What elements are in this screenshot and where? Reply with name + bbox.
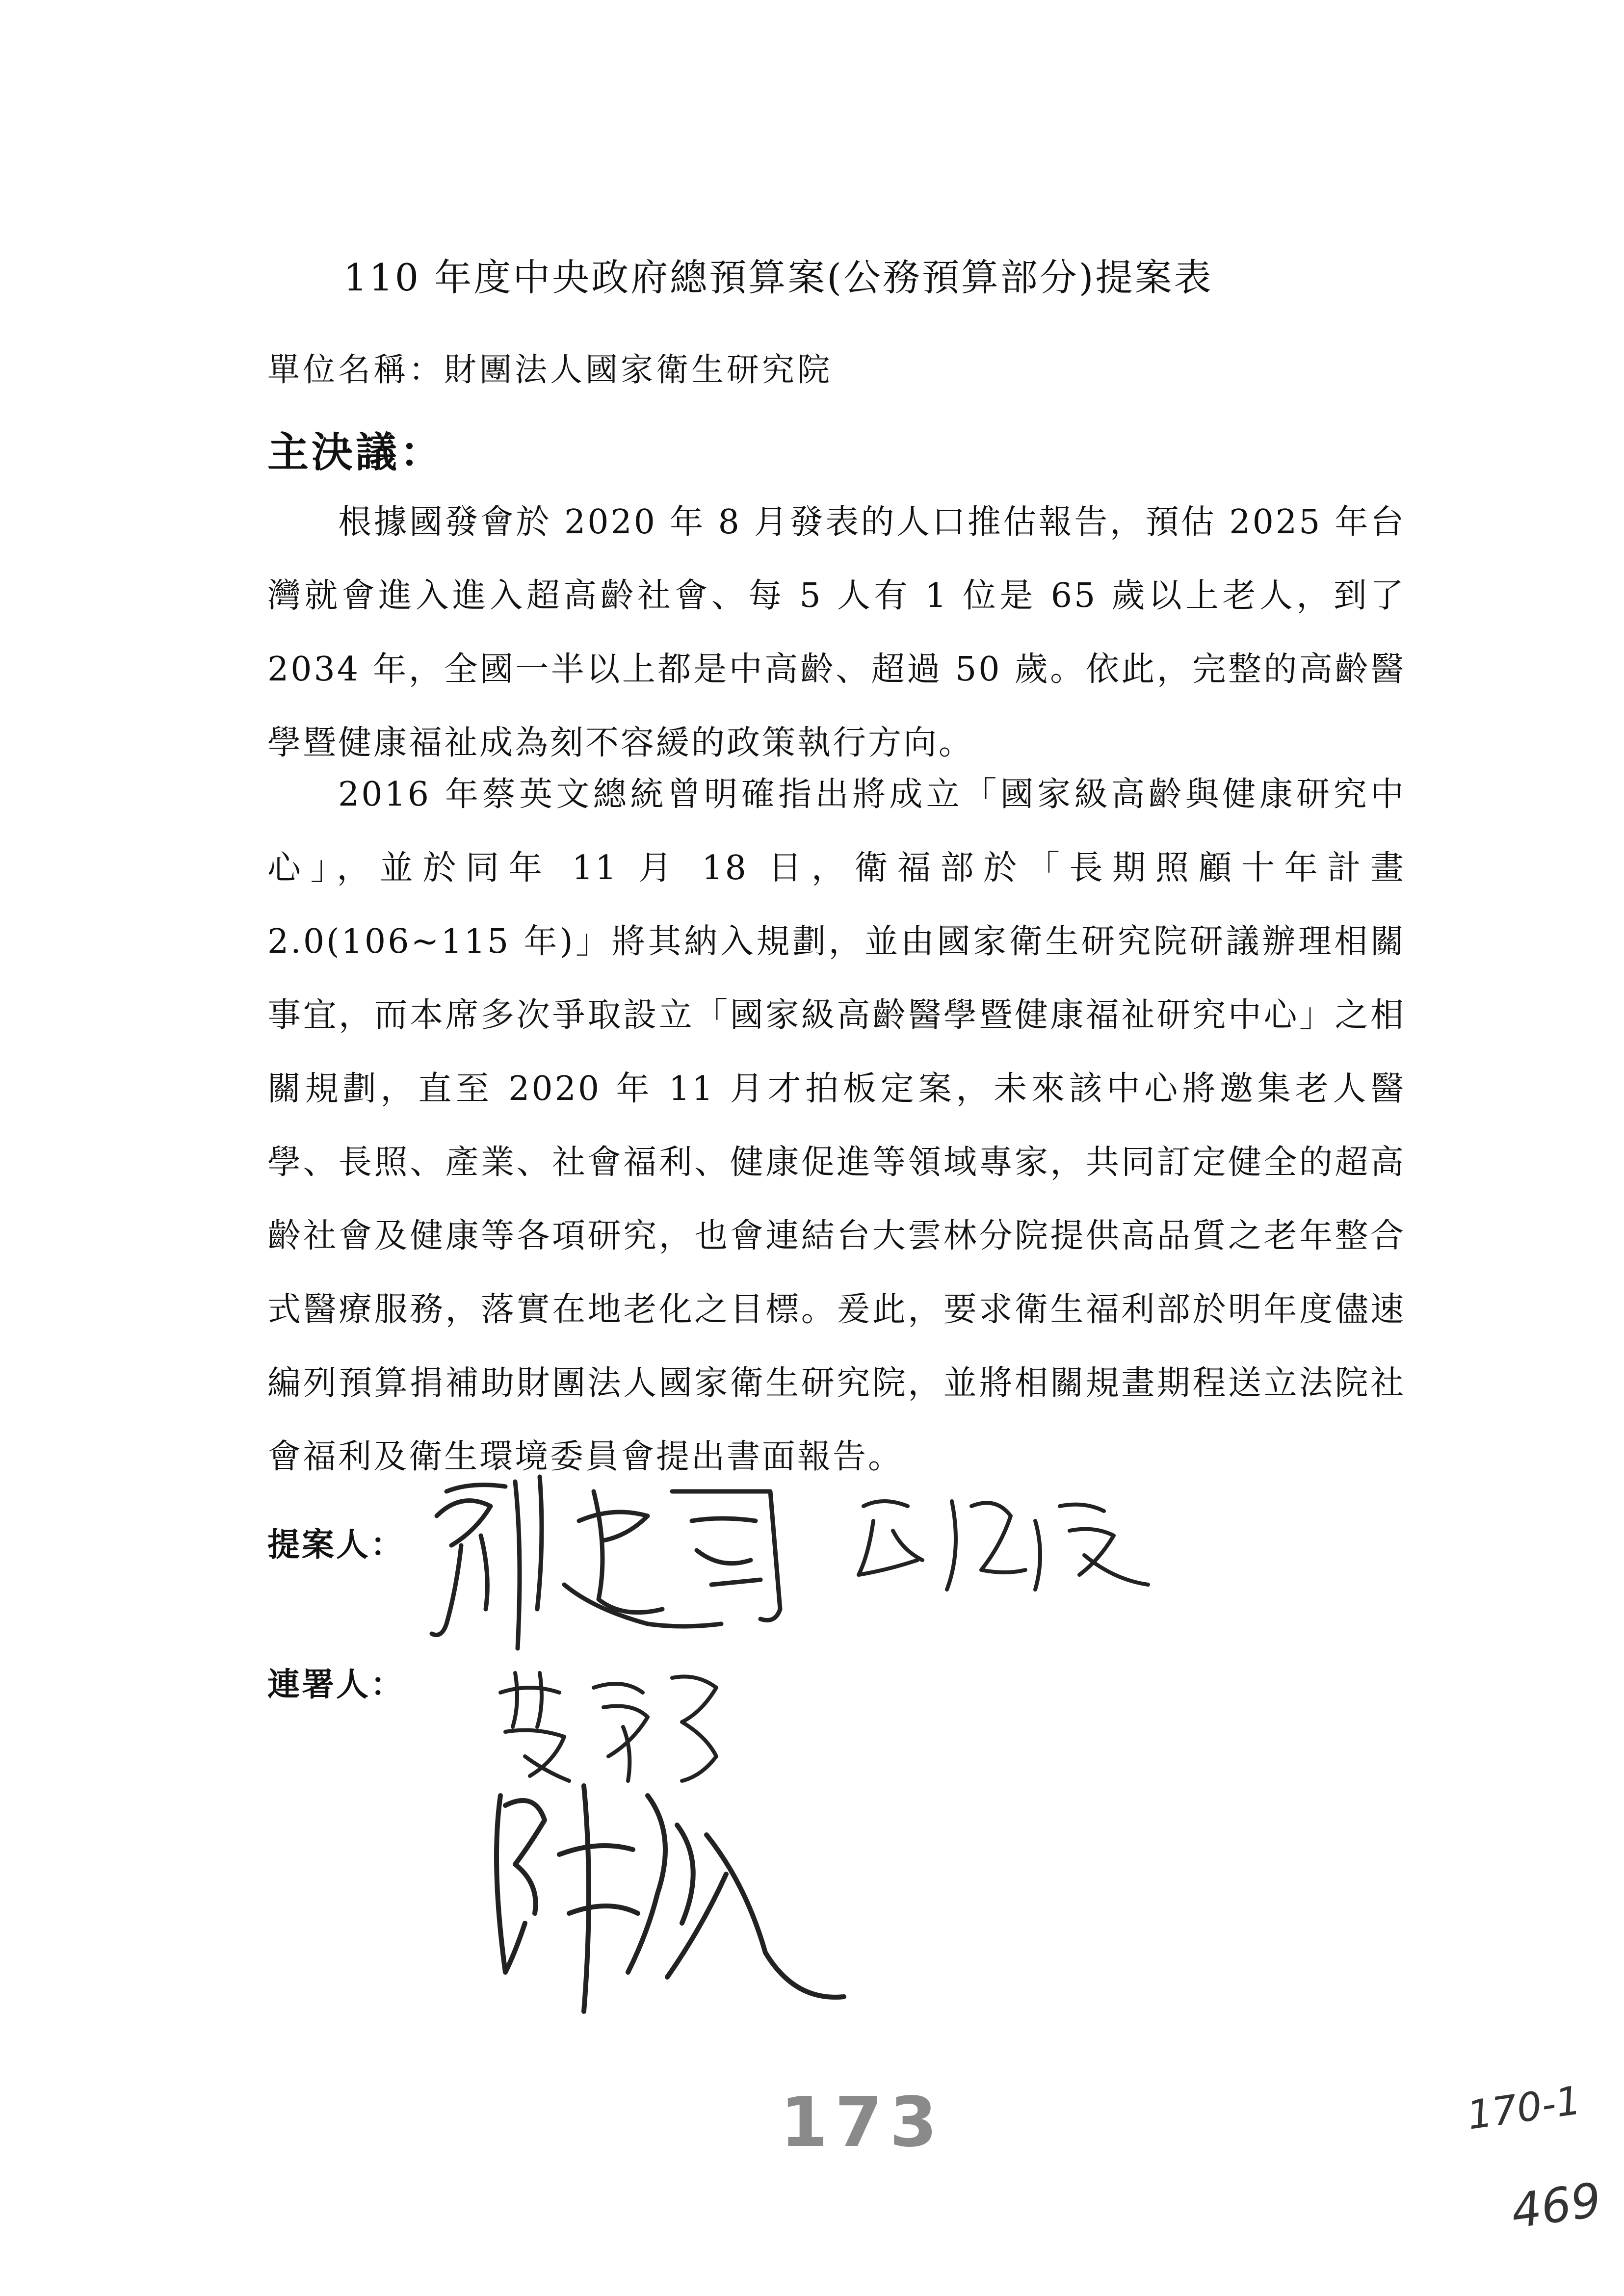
margin-note: 170-1 [1464,2077,1584,2139]
proposer-label: 提案人： [267,1526,405,1564]
resolution-paragraph: 根據國發會於 2020 年 8 月發表的人口推估報告，預估 2025 年台灣就會進入進入超高齡社會、每 5 人有 1 位是 65 歲以上老人，到了 2034 年，全國一半以上都是中高齡、超過 50 歲。依此，完整的高齡醫學暨健康福祉成為刻不容緩的政策執行方向。 [267,503,1406,762]
proposer-signature-1 [417,1462,800,1668]
document-title: 110 年度中央政府總預算案(公務預算部分)提案表 [343,256,1213,299]
page-number: 173 [780,2083,944,2163]
margin-note: 469 [1508,2172,1605,2240]
cosigner-signature-2 [471,1766,864,2041]
resolution-paragraph: 2016 年蔡英文總統曾明確指出將成立「國家級高齡與健康研究中心」，並於同年 11 月 18 日，衛福部於「長期照顧十年計畫 2.0(106~115 年)」將其納入規劃，並由國家衛生研究院研議辦理相關事宜，而本席多次爭取設立「國家級高齡醫學暨健康福祉研究中心」之相關規劃，直至 2020 年 11 月才拍板定案，未來該中心將邀集老人醫學、長照、產業、社會福利、健康促進等領域專家，共同訂定健全的超高齡社會及健康等各項研究，也會連結台大雲林分院提供高品質之老年整合式醫療服務，落實在地老化之目標。爰此，要求衛生福利部於明年度儘速編列預算捐補助財團法人國家衛生研究院，並將相關規畫期程送立法院社會福利及衛生環境委員會提出書面報告。 [267,775,1406,1476]
cosigner-label: 連署人： [267,1666,405,1703]
unit-name: 單位名稱：財團法人國家衛生研究院 [267,351,833,389]
resolution-heading: 主決議： [267,428,445,476]
proposer-signature-2 [849,1477,1163,1604]
